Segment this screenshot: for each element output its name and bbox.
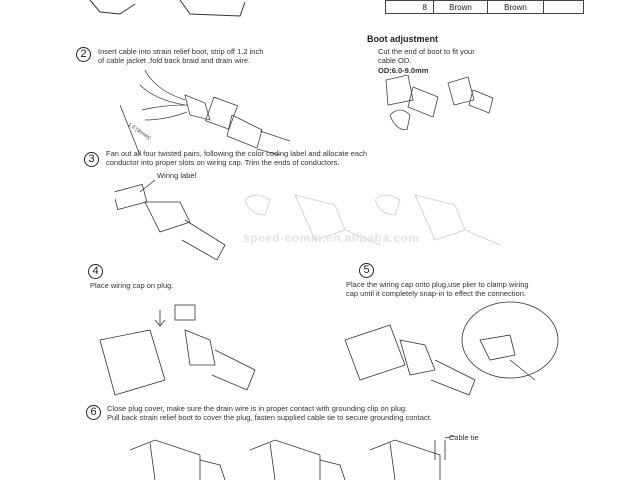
step4-illustration — [95, 300, 295, 400]
cable-tie-callout: Cable tie — [449, 433, 479, 442]
pin-cell: 8 — [386, 1, 434, 14]
step-number: 3 — [84, 152, 99, 167]
wiring-label-callout: Wiring label — [157, 171, 197, 180]
line: Place the wiring cap onto plug,use plier to clamp wiring — [346, 280, 529, 289]
line: of cable jacket ,fold back braid and drain wire. — [98, 56, 251, 65]
step-4-text: Place wiring cap on plug. — [90, 281, 174, 290]
line: conductor into proper slots on wiring cap. Trim the ends of conductors. — [106, 158, 340, 167]
step1-illustration — [80, 0, 340, 20]
dimension-label: 1.2"(30mm) — [126, 121, 152, 142]
empty-cell — [544, 1, 584, 14]
step-number: 2 — [76, 47, 91, 62]
boot-od: OD:6.0-9.0mm — [378, 66, 429, 75]
step-number: 4 — [88, 264, 103, 279]
color-cell: Brown — [488, 1, 544, 14]
step-2-text — [98, 47, 263, 65]
line: Close plug cover, make sure the drain wire is in proper contact with grounding clip on plug. — [107, 404, 408, 413]
wiring-table — [385, 0, 584, 14]
step-5-text — [346, 280, 529, 298]
step-number: 5 — [359, 263, 374, 278]
watermark: speed-comm.en.alibaba.com — [243, 231, 420, 245]
step6-illustrations — [130, 435, 470, 480]
line: Insert cable into strain relief boot, strip off 1.2 inch — [98, 47, 264, 56]
step3-illustrations — [115, 180, 615, 260]
boot-text: Cut the end of boot to fit your cable OD. — [378, 47, 475, 65]
step-6-text — [107, 404, 432, 422]
line: Fan out all four twisted pairs, following the color coding label and allocate each — [106, 149, 367, 158]
step5-illustration — [340, 300, 560, 410]
color-cell: Brown — [434, 1, 488, 14]
line: cap until it completely snap-in to effect the connection. — [346, 289, 526, 298]
step-number: 6 — [86, 405, 101, 420]
step2-cable-illustration — [120, 65, 300, 155]
boot-title: Boot adjustment — [367, 34, 438, 44]
line: Pull back strain relief boot to cover the plug, fasten supplied cable tie to secure grounding contact. — [107, 413, 432, 422]
boot-illustration — [378, 75, 498, 130]
step-3-text — [106, 149, 367, 167]
table-row — [386, 1, 584, 14]
